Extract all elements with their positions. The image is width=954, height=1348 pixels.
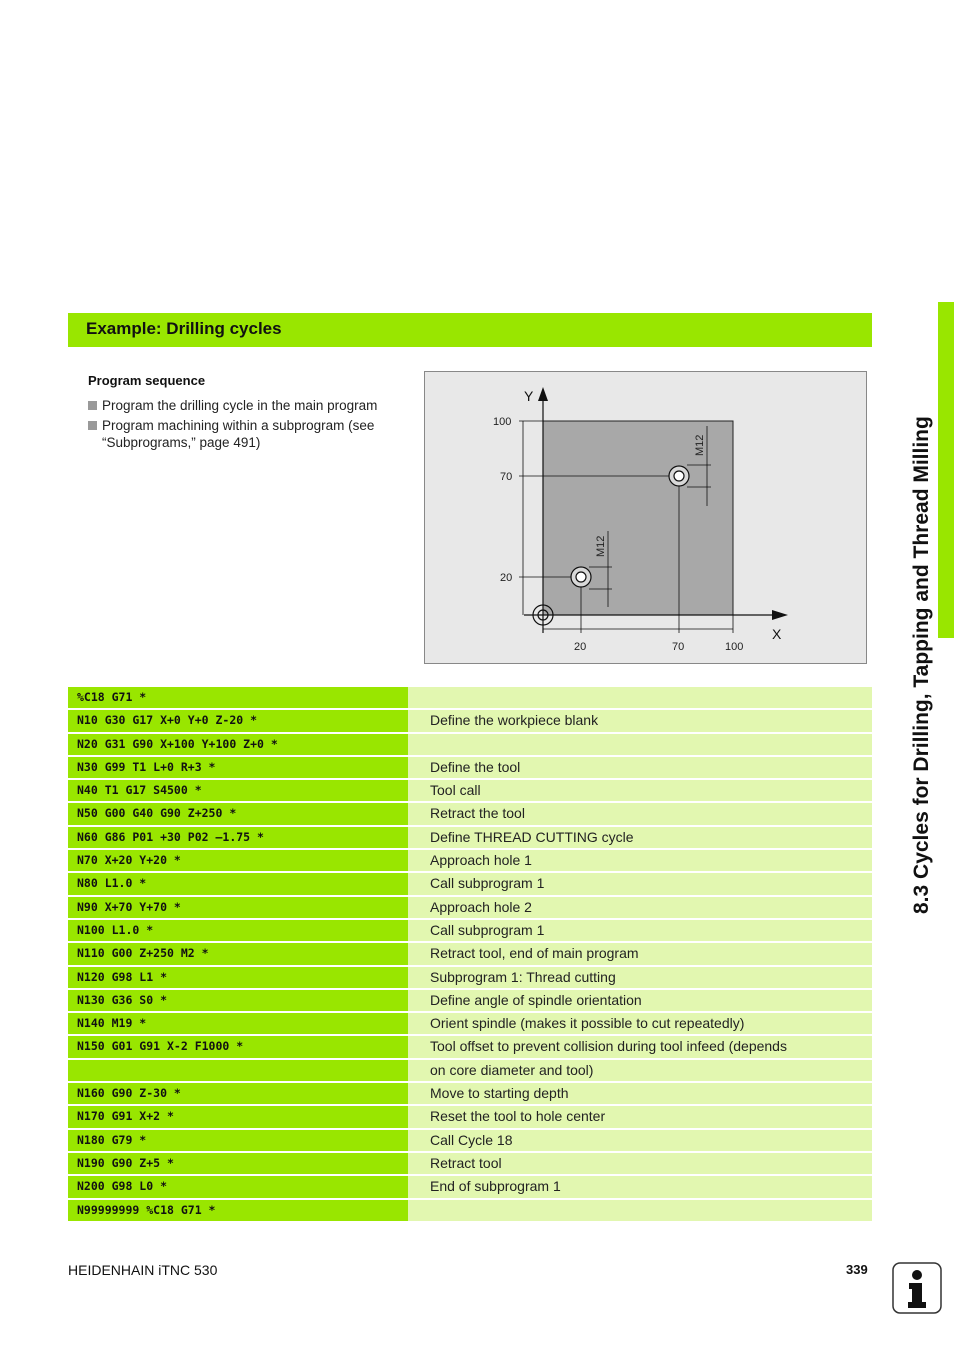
nc-code-cell: N10 G30 G17 X+0 Y+0 Z-20 * xyxy=(68,710,408,731)
program-row xyxy=(68,967,872,988)
program-row xyxy=(68,943,872,964)
description-cell: Approach hole 2 xyxy=(408,897,872,918)
nc-code-cell: N190 G90 Z+5 * xyxy=(68,1153,408,1174)
nc-code-cell: N70 X+20 Y+20 * xyxy=(68,850,408,871)
program-row xyxy=(68,1083,872,1104)
program-row xyxy=(68,803,872,824)
description-cell: Define the tool xyxy=(408,757,872,778)
description-cell: Call Cycle 18 xyxy=(408,1130,872,1151)
description-cell: Define angle of spindle orientation xyxy=(408,990,872,1011)
description-cell xyxy=(408,1200,872,1221)
description-cell: Retract tool xyxy=(408,1153,872,1174)
page-number: 339 xyxy=(846,1262,868,1277)
hole-2-inner xyxy=(674,471,684,481)
bullet-item xyxy=(88,417,408,451)
square-bullet-icon xyxy=(88,421,97,430)
thread-label: M12 xyxy=(694,434,706,456)
footer-manual-name: HEIDENHAIN iTNC 530 xyxy=(68,1262,218,1278)
square-bullet-icon xyxy=(88,401,97,410)
nc-code-cell: N200 G98 L0 * xyxy=(68,1176,408,1197)
description-cell xyxy=(408,734,872,755)
chapter-side-title: 8.3 Cycles for Drilling, Tapping and Thread Milling xyxy=(910,416,933,914)
nc-code-cell: N150 G01 G91 X-2 F1000 * xyxy=(68,1036,408,1057)
hole-1-inner xyxy=(576,572,586,582)
description-cell: Retract tool, end of main program xyxy=(408,943,872,964)
nc-code-cell: N110 G00 Z+250 M2 * xyxy=(68,943,408,964)
program-row xyxy=(68,1200,872,1221)
nc-code-cell: N30 G99 T1 L+0 R+3 * xyxy=(68,757,408,778)
bullet-text-continued: “Subprograms,” page 491) xyxy=(102,435,261,450)
description-cell: End of subprogram 1 xyxy=(408,1176,872,1197)
program-row xyxy=(68,897,872,918)
description-cell: Reset the tool to hole center xyxy=(408,1106,872,1127)
nc-code-cell: N90 X+70 Y+70 * xyxy=(68,897,408,918)
program-row xyxy=(68,1176,872,1197)
nc-code-cell: N20 G31 G90 X+100 Y+100 Z+0 * xyxy=(68,734,408,755)
nc-code-cell: N170 G91 X+2 * xyxy=(68,1106,408,1127)
nc-code-cell: N120 G98 L1 * xyxy=(68,967,408,988)
program-row xyxy=(68,734,872,755)
description-cell: Subprogram 1: Thread cutting xyxy=(408,967,872,988)
y-tick-label: 100 xyxy=(493,416,512,428)
program-row xyxy=(68,1106,872,1127)
nc-code-cell: N160 G90 Z-30 * xyxy=(68,1083,408,1104)
nc-code-cell: N50 G00 G40 G90 Z+250 * xyxy=(68,803,408,824)
nc-code-cell: N60 G86 P01 +30 P02 –1.75 * xyxy=(68,827,408,848)
nc-code-cell: %C18 G71 * xyxy=(68,687,408,708)
y-tick-label: 20 xyxy=(500,572,513,584)
program-row xyxy=(68,1130,872,1151)
nc-code-cell: N140 M19 * xyxy=(68,1013,408,1034)
nc-program-table xyxy=(68,687,872,1223)
description-cell: Define the workpiece blank xyxy=(408,710,872,731)
program-row xyxy=(68,990,872,1011)
thread-label: M12 xyxy=(595,535,607,557)
program-row xyxy=(68,850,872,871)
bullet-text: Program the drilling cycle in the main program xyxy=(102,398,378,413)
program-row xyxy=(68,687,872,708)
program-row xyxy=(68,1013,872,1034)
nc-code-cell xyxy=(68,1060,408,1081)
description-cell: Tool call xyxy=(408,780,872,801)
description-cell: Orient spindle (makes it possible to cut repeatedly) xyxy=(408,1013,872,1034)
description-cell: Call subprogram 1 xyxy=(408,873,872,894)
description-cell xyxy=(408,687,872,708)
chapter-tab-marker xyxy=(938,302,954,638)
program-row xyxy=(68,1060,872,1081)
x-tick-label: 100 xyxy=(725,641,744,653)
nc-code-cell: N180 G79 * xyxy=(68,1130,408,1151)
description-cell: Retract the tool xyxy=(408,803,872,824)
bullet-item xyxy=(88,397,408,414)
description-cell: on core diameter and tool) xyxy=(408,1060,872,1081)
program-row xyxy=(68,1036,872,1057)
description-cell: Move to starting depth xyxy=(408,1083,872,1104)
program-row xyxy=(68,873,872,894)
section-title: Example: Drilling cycles xyxy=(86,319,282,338)
y-axis-label: Y xyxy=(524,388,534,404)
program-sequence-heading: Program sequence xyxy=(88,373,206,388)
program-row xyxy=(68,1153,872,1174)
description-cell: Tool offset to prevent collision during tool infeed (depends xyxy=(408,1036,872,1057)
nc-code-cell: N100 L1.0 * xyxy=(68,920,408,941)
nc-code-cell: N99999999 %C18 G71 * xyxy=(68,1200,408,1221)
workpiece-drawing xyxy=(424,371,867,664)
nc-code-cell: N80 L1.0 * xyxy=(68,873,408,894)
program-row xyxy=(68,780,872,801)
chapter-side-title-container xyxy=(910,318,932,918)
bullet-text: Program machining within a subprogram (see xyxy=(102,418,375,433)
program-row xyxy=(68,827,872,848)
program-row xyxy=(68,757,872,778)
x-axis-label: X xyxy=(772,626,782,642)
x-tick-label: 20 xyxy=(574,641,587,653)
x-tick-label: 70 xyxy=(672,641,685,653)
nc-code-cell: N40 T1 G17 S4500 * xyxy=(68,780,408,801)
section-header xyxy=(68,313,872,347)
description-cell: Define THREAD CUTTING cycle xyxy=(408,827,872,848)
description-cell: Call subprogram 1 xyxy=(408,920,872,941)
program-row xyxy=(68,920,872,941)
description-cell: Approach hole 1 xyxy=(408,850,872,871)
program-row xyxy=(68,710,872,731)
nc-code-cell: N130 G36 S0 * xyxy=(68,990,408,1011)
info-icon xyxy=(892,1262,942,1314)
y-tick-label: 70 xyxy=(500,471,513,483)
